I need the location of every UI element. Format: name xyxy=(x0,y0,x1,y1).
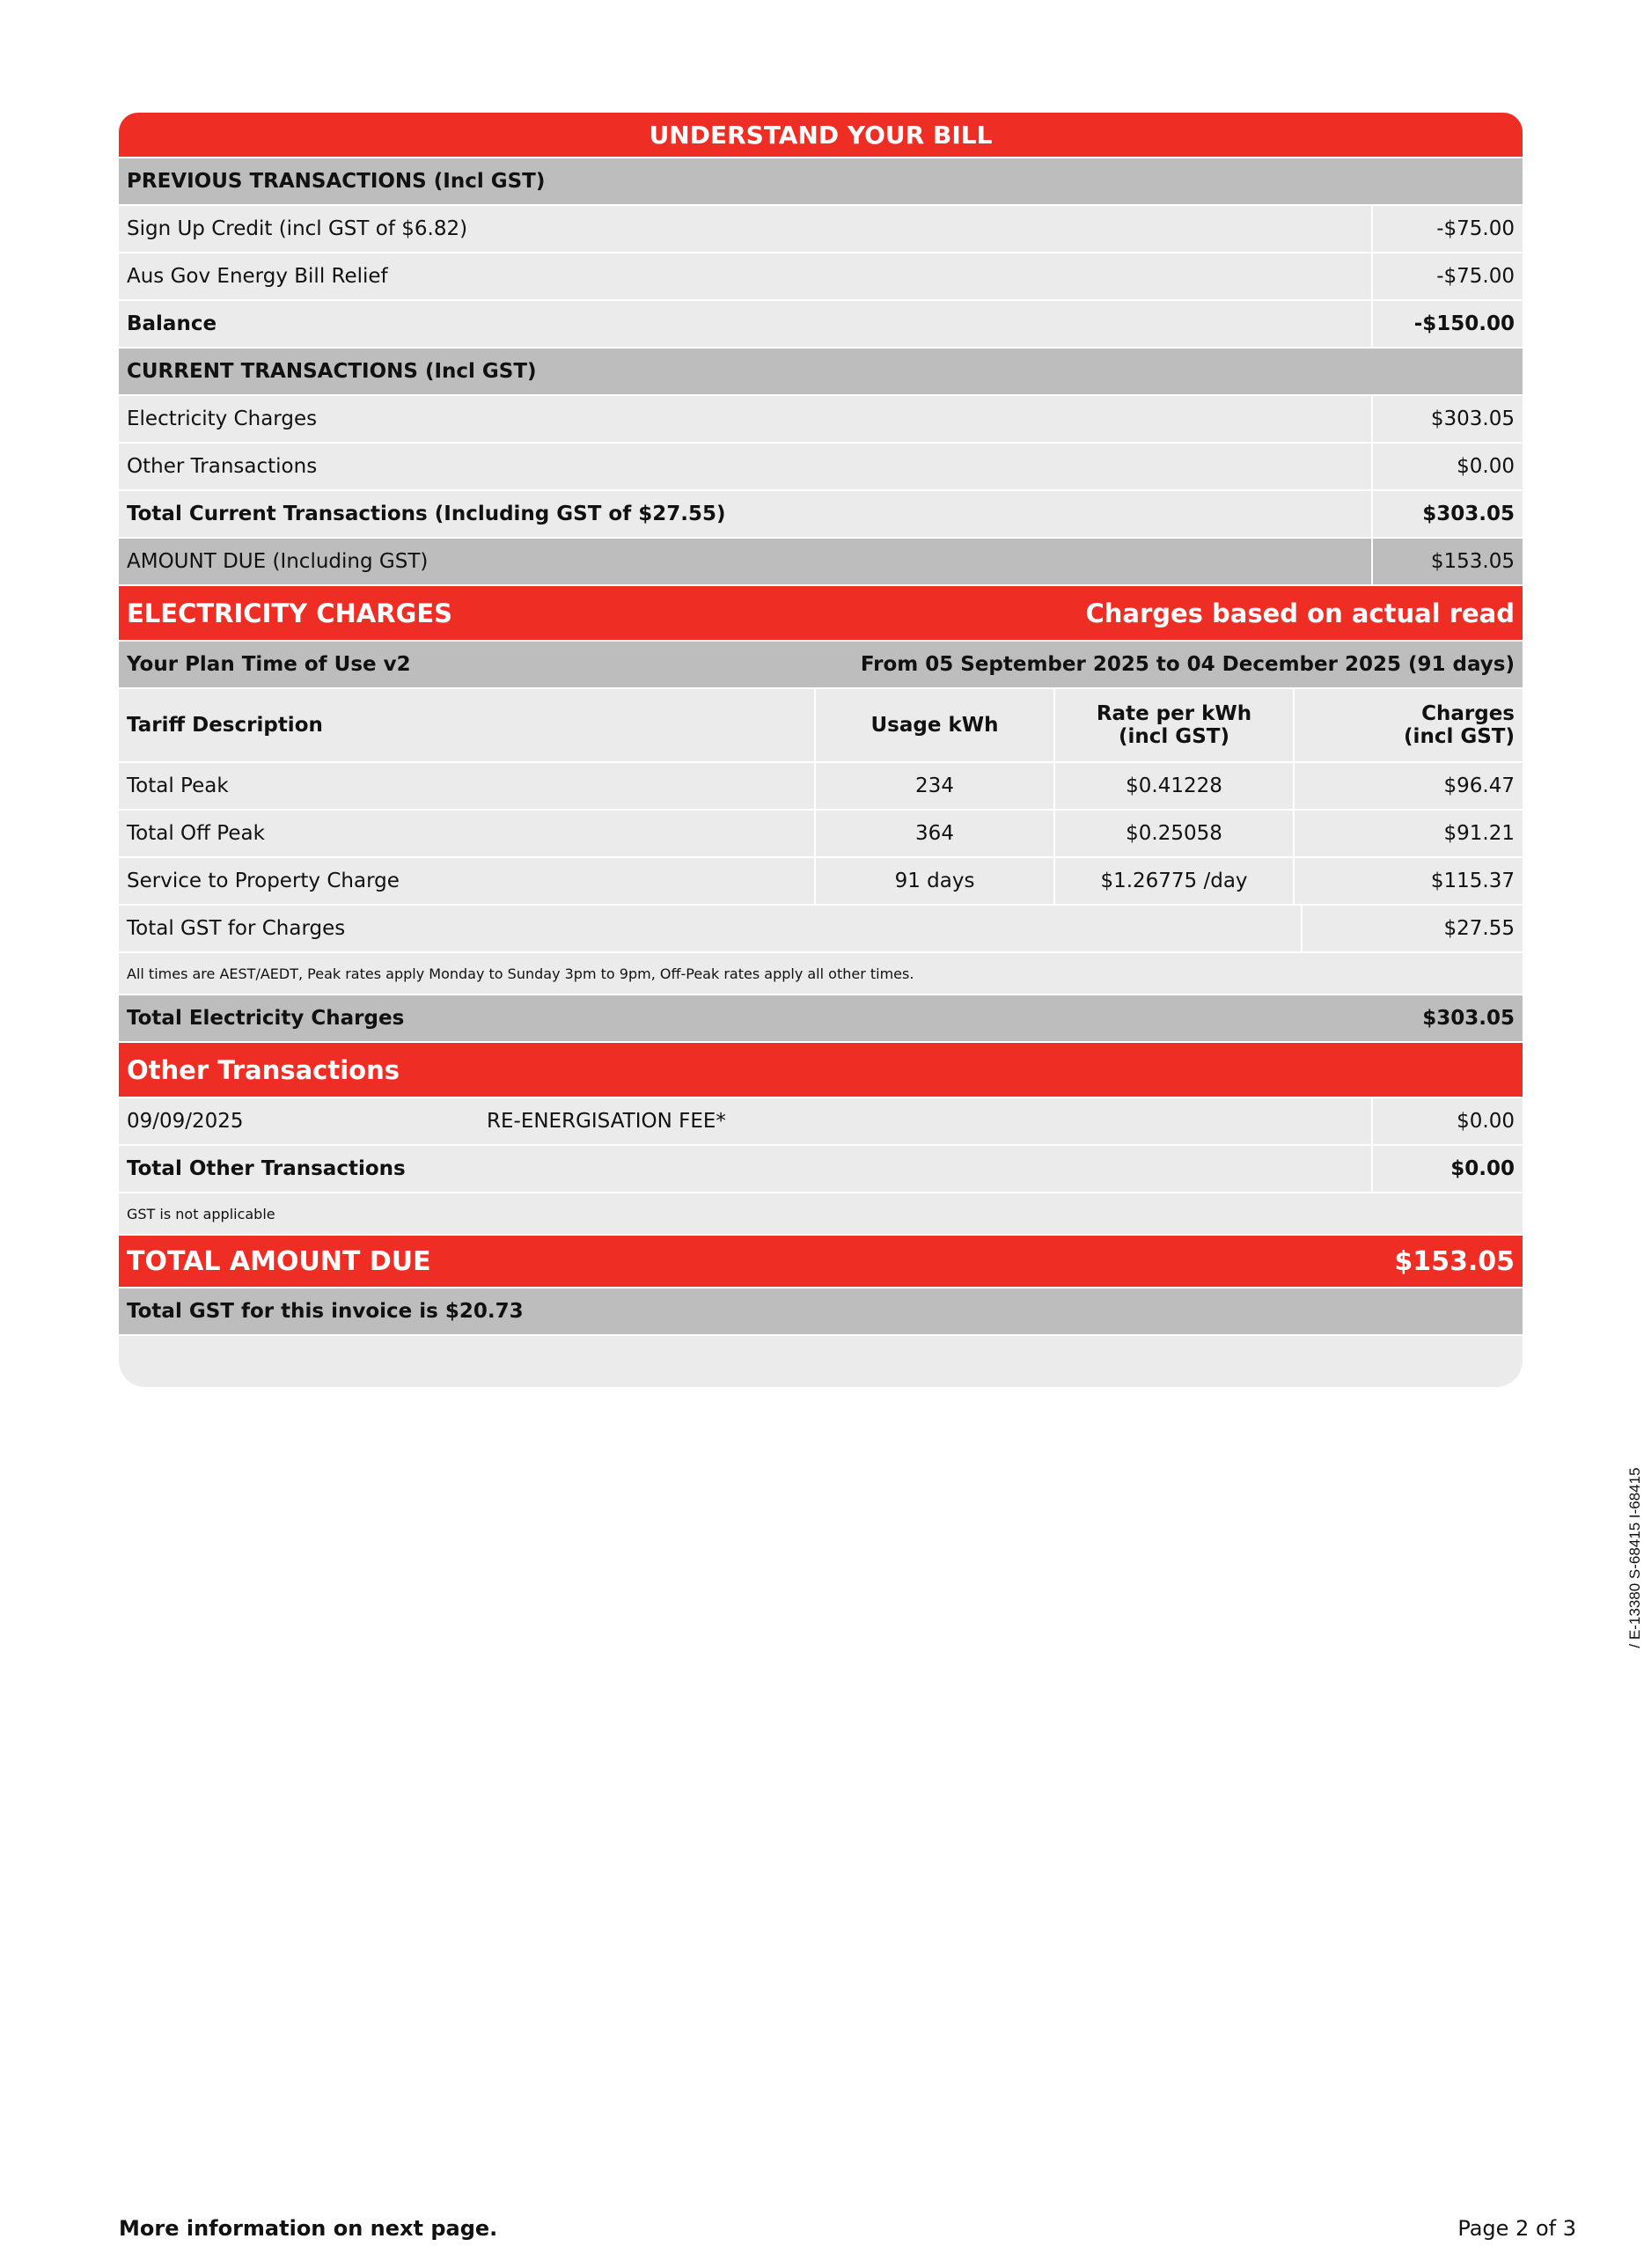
table-row xyxy=(119,396,1523,444)
page-number: Page 2 of 3 xyxy=(1457,2216,1576,2241)
time-of-use-note: All times are AEST/AEDT, Peak rates apply Monday to Sunday 3pm to 9pm, Off-Peak rates apply all other times. xyxy=(127,965,914,982)
tariff-usage: 234 xyxy=(814,763,1053,809)
amount-due-row xyxy=(119,539,1523,586)
total-other-label: Total Other Transactions xyxy=(127,1157,406,1180)
amount-due-label: AMOUNT DUE (Including GST) xyxy=(127,550,429,573)
tariff-desc: Total Off Peak xyxy=(127,822,265,845)
col-charges-line1: Charges xyxy=(1421,702,1515,725)
total-due-label: TOTAL AMOUNT DUE xyxy=(127,1245,431,1277)
col-rate xyxy=(1053,689,1293,761)
bill-title-bar xyxy=(119,113,1523,158)
current-heading-label: CURRENT TRANSACTIONS (Incl GST) xyxy=(127,360,537,383)
total-current-amount: $303.05 xyxy=(1371,491,1523,537)
tariff-desc: Total Peak xyxy=(127,774,229,797)
total-amount-due-bar xyxy=(119,1236,1523,1288)
table-row xyxy=(119,253,1523,301)
balance-label: Balance xyxy=(127,312,217,335)
current-transactions-heading xyxy=(119,349,1523,396)
total-electricity-row xyxy=(119,995,1523,1043)
tariff-charge: $91.21 xyxy=(1293,811,1523,856)
row-amount: $303.05 xyxy=(1371,396,1523,442)
tariff-rate: $1.26775 /day xyxy=(1053,858,1293,904)
electricity-charges-header xyxy=(119,586,1523,642)
tariff-table-header xyxy=(119,689,1523,763)
tariff-usage: 91 days xyxy=(814,858,1053,904)
previous-transactions-heading xyxy=(119,158,1523,206)
total-other-amount: $0.00 xyxy=(1371,1146,1523,1192)
row-label: Electricity Charges xyxy=(127,407,318,430)
total-current-label: Total Current Transactions (Including GST of $27.55) xyxy=(127,503,726,525)
balance-row xyxy=(119,301,1523,349)
transaction-amount: $0.00 xyxy=(1371,1098,1523,1144)
col-rate-line1: Rate per kWh xyxy=(1096,702,1252,725)
col-usage: Usage kWh xyxy=(814,689,1053,761)
tariff-rate: $0.25058 xyxy=(1053,811,1293,856)
previous-heading-label: PREVIOUS TRANSACTIONS (Incl GST) xyxy=(127,170,546,193)
other-heading: Other Transactions xyxy=(127,1054,400,1085)
plan-row xyxy=(119,642,1523,689)
row-amount: -$75.00 xyxy=(1371,206,1523,252)
transaction-date: 09/09/2025 xyxy=(127,1110,244,1133)
plan-name: Your Plan Time of Use v2 xyxy=(127,653,411,676)
gst-note: GST is not applicable xyxy=(127,1205,275,1222)
table-row xyxy=(119,763,1523,811)
total-electricity-amount: $303.05 xyxy=(1422,1007,1515,1030)
col-tariff-description: Tariff Description xyxy=(127,714,323,737)
row-label: Other Transactions xyxy=(127,455,318,478)
col-charges xyxy=(1293,689,1523,761)
col-charges-line2: (incl GST) xyxy=(1404,725,1515,748)
row-label: Aus Gov Energy Bill Relief xyxy=(127,265,388,288)
tariff-desc: Service to Property Charge xyxy=(127,870,400,892)
row-amount: $0.00 xyxy=(1371,444,1523,489)
table-row xyxy=(119,444,1523,491)
bill-title: UNDERSTAND YOUR BILL xyxy=(649,120,993,150)
gst-invoice-text: Total GST for this invoice is $20.73 xyxy=(127,1300,524,1323)
col-rate-line2: (incl GST) xyxy=(1119,725,1229,748)
gst-charges-row xyxy=(119,906,1523,953)
balance-amount: -$150.00 xyxy=(1371,301,1523,347)
tariff-charge: $96.47 xyxy=(1293,763,1523,809)
gst-note-row xyxy=(119,1193,1523,1236)
amount-due-amount: $153.05 xyxy=(1371,539,1523,584)
total-other-row xyxy=(119,1146,1523,1193)
read-note: Charges based on actual read xyxy=(1085,598,1515,628)
time-of-use-note-row xyxy=(119,953,1523,995)
row-amount: -$75.00 xyxy=(1371,253,1523,299)
table-row xyxy=(119,1098,1523,1146)
document-reference-code: / E-13380 S-68415 I-68415 xyxy=(1626,1467,1643,1648)
table-row xyxy=(119,858,1523,906)
more-info-text: More information on next page. xyxy=(119,2216,498,2241)
total-electricity-label: Total Electricity Charges xyxy=(127,1007,405,1030)
table-row xyxy=(119,206,1523,253)
tariff-rate: $0.41228 xyxy=(1053,763,1293,809)
total-due-amount: $153.05 xyxy=(1394,1245,1515,1277)
bill-summary xyxy=(119,113,1523,1387)
other-transactions-header xyxy=(119,1043,1523,1098)
transaction-desc: RE-ENERGISATION FEE* xyxy=(487,1110,726,1133)
total-current-row xyxy=(119,491,1523,539)
tariff-usage: 364 xyxy=(814,811,1053,856)
billing-period: From 05 September 2025 to 04 December 2025 (91 days) xyxy=(860,653,1515,676)
table-row xyxy=(119,811,1523,858)
electricity-heading: ELECTRICITY CHARGES xyxy=(127,598,453,628)
gst-charges-amount: $27.55 xyxy=(1301,906,1523,951)
tariff-charge: $115.37 xyxy=(1293,858,1523,904)
row-label: Sign Up Credit (incl GST of $6.82) xyxy=(127,217,468,240)
gst-charges-label: Total GST for Charges xyxy=(127,917,346,940)
gst-invoice-row xyxy=(119,1288,1523,1336)
table-footer-cap xyxy=(119,1336,1523,1387)
